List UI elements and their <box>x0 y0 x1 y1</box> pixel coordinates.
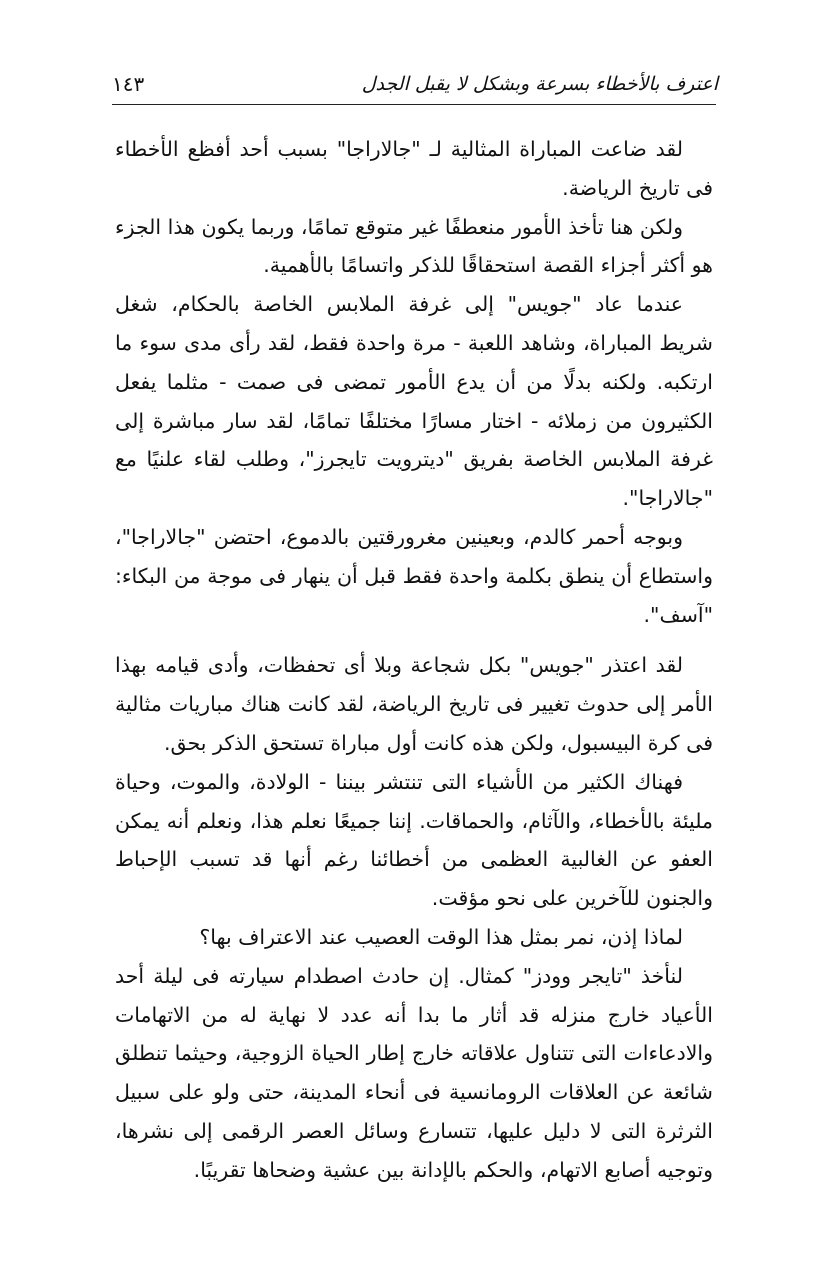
paragraph: لنأخذ "تايجر وودز" كمثال. إن حادث اصطدام سيارته فى ليلة أحد الأعياد خارج منزله قد أثار ما بدا أنه عدد لا نهاية له من الاتهامات والادعاءات التى تتناول علاقاته خارج إطار الحياة الزوجية، وحيثما تنطلق شائعة عن العلاقات الرومانسية فى أنحاء المدينة، حتى ولو على سبيل الثرثرة التى لا دليل عليها، تتسارع وسائل العصر الرقمى إلى نشرها، وتوجيه أصابع الاتهام، والحكم بالإدانة بين عشية وضحاها تقريبًا. <box>115 963 713 1182</box>
page-number: ١٤٣ <box>112 72 145 96</box>
header-divider <box>112 104 716 105</box>
paragraph: لماذا إذن، نمر بمثل هذا الوقت العصيب عند الاعتراف بها؟ <box>199 924 683 949</box>
running-title: اعترف بالأخطاء بسرعة وبشكل لا يقبل الجدل <box>361 73 718 95</box>
body-text <box>115 130 713 1190</box>
paragraph: لقد ضاعت المباراة المثالية لـ "جالاراجا" بسبب أحد أفظع الأخطاء فى تاريخ الرياضة. <box>115 137 713 200</box>
paragraph: ولكن هنا تأخذ الأمور منعطفًا غير متوقع تمامًا، وربما يكون هذا الجزء هو أكثر أجزاء القصة استحقاقًا للذكر واتسامًا بالأهمية. <box>115 214 713 278</box>
paragraph: وبوجه أحمر كالدم، وبعينين مغرورقتين بالدموع، احتضن "جالاراجا"، واستطاع أن ينطق بكلمة واحدة فقط قبل أن ينهار فى موجة من البكاء: "آسف". <box>115 524 713 627</box>
paragraph: عندما عاد "جويس" إلى غرفة الملابس الخاصة بالحكام، شغل شريط المباراة، وشاهد اللعبة - مرة واحدة فقط، لقد رأى مدى سوء ما ارتكبه. ولكنه بدلًا من أن يدع الأمور تمضى فى صمت - مثلما يفعل الكثيرون من زملائه - اختار مسارًا مختلفًا تمامًا، لقد سار مباشرة إلى غرفة الملابس الخاصة بفريق "ديترويت تايجرز"، وطلب لقاء علنيًا مع "جالاراجا". <box>115 292 713 511</box>
paragraph: لقد اعتذر "جويس" بكل شجاعة وبلا أى تحفظات، وأدى قيامه بهذا الأمر إلى حدوث تغيير فى تاريخ الرياضة، لقد كانت هناك مباريات مثالية فى كرة البيسبول، ولكن هذه كانت أول مباراة تستحق الذكر بحق. <box>115 653 713 755</box>
paragraph: فهناك الكثير من الأشياء التى تنتشر بيننا - الولادة، والموت، وحياة مليئة بالأخطاء، والآثام، والحماقات. إننا جميعًا نعلم هذا، ونعلم أنه يمكن العفو عن الغالبية العظمى من أخطائنا رغم أنها قد تسبب الإحباط والجنون للآخرين على نحو مؤقت. <box>115 769 713 911</box>
page-header <box>112 70 718 104</box>
